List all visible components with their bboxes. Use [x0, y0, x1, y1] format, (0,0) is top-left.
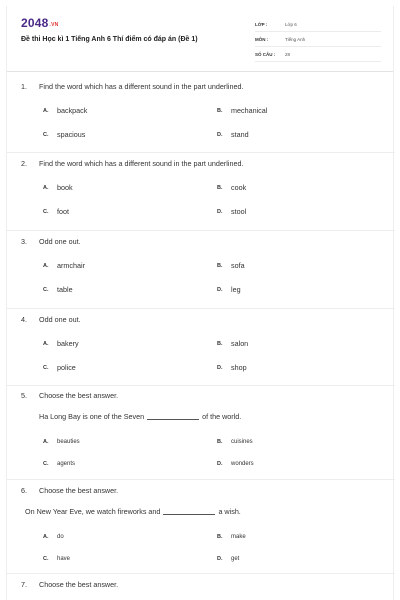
question-number: 5. [21, 390, 27, 400]
option-text: salon [231, 339, 249, 348]
option-letter: C. [43, 131, 49, 138]
option-b[interactable] [217, 439, 253, 445]
option-d[interactable] [217, 461, 254, 467]
option-text: beauties [57, 439, 80, 445]
option-text: sofa [231, 261, 245, 270]
meta-subject-key: MÔN : [255, 36, 269, 42]
meta-subject-row [255, 32, 381, 47]
question-number: 2. [21, 158, 27, 168]
option-text: shop [231, 363, 247, 372]
question-prompt: Choose the best answer. [39, 485, 119, 495]
option-letter: A. [43, 107, 49, 114]
option-a[interactable] [43, 439, 80, 445]
option-letter: D. [217, 461, 223, 467]
option-text: foot [57, 207, 69, 216]
option-letter: C. [43, 461, 49, 467]
meta-subject-value: Tiếng Anh [285, 36, 306, 42]
exam-header [7, 6, 393, 72]
option-c[interactable] [43, 207, 69, 216]
option-text: bakery [57, 339, 79, 348]
option-c[interactable] [43, 130, 85, 139]
question-4 [21, 313, 381, 372]
question-stem [21, 80, 381, 92]
meta-count-value: 28 [285, 51, 291, 57]
option-b[interactable] [217, 339, 248, 348]
option-letter: D. [217, 208, 223, 215]
option-letter: D. [217, 286, 223, 293]
option-text: have [57, 556, 71, 562]
option-text: leg [231, 285, 241, 294]
answer-blank [147, 413, 199, 420]
option-letter: A. [43, 262, 49, 269]
question-prompt: Odd one out. [39, 314, 81, 324]
divider [7, 308, 395, 309]
option-c[interactable] [43, 363, 76, 372]
logo-text: 2048 [21, 16, 49, 30]
option-text: agents [57, 461, 76, 467]
question-stem [21, 389, 381, 401]
logo-domain: .VN [49, 22, 59, 28]
question-prompt: Choose the best answer. [39, 579, 119, 589]
question-sentence [21, 505, 381, 517]
option-d[interactable] [217, 285, 241, 294]
option-letter: A. [43, 534, 49, 540]
option-a[interactable] [43, 534, 64, 540]
question-2 [21, 157, 381, 216]
option-b[interactable] [217, 261, 245, 270]
option-c[interactable] [43, 556, 70, 562]
exam-title: Đề thi Học kì 1 Tiếng Anh 6 Thí điểm có đáp án (Đề 1) [21, 36, 198, 43]
option-letter: C. [43, 208, 49, 215]
option-c[interactable] [43, 285, 73, 294]
option-letter: B. [217, 107, 223, 114]
option-letter: C. [43, 556, 49, 562]
option-b[interactable] [217, 106, 267, 115]
meta-class-key: LỚP : [255, 21, 268, 27]
question-stem [21, 484, 381, 496]
sentence-before: Ha Long Bay is one of the Seven [39, 411, 145, 421]
sentence-after: of the world. [202, 411, 242, 421]
option-a[interactable] [43, 261, 85, 270]
option-letter: B. [217, 439, 223, 445]
question-stem [21, 235, 381, 247]
question-prompt: Find the word which has a different sound in the part underlined. [39, 158, 244, 168]
option-text: stand [231, 130, 249, 139]
option-text: book [57, 183, 73, 192]
option-text: spacious [57, 130, 86, 139]
option-a[interactable] [43, 106, 87, 115]
question-stem [21, 313, 381, 325]
option-letter: B. [217, 534, 223, 540]
option-b[interactable] [217, 183, 246, 192]
option-d[interactable] [217, 363, 247, 372]
option-text: wonders [231, 461, 254, 467]
option-text: armchair [57, 261, 85, 270]
option-text: table [57, 285, 73, 294]
option-b[interactable] [217, 534, 246, 540]
question-prompt: Find the word which has a different sound in the part underlined. [39, 81, 244, 91]
question-stem [21, 578, 381, 590]
meta-count-row [255, 47, 381, 62]
sentence-after: a wish. [218, 506, 241, 516]
option-d[interactable] [217, 556, 239, 562]
divider [7, 385, 395, 386]
question-6 [21, 484, 381, 562]
option-c[interactable] [43, 461, 75, 467]
meta-class-row [255, 17, 381, 32]
exam-meta [255, 17, 381, 62]
question-5 [21, 389, 381, 467]
option-letter: A. [43, 439, 49, 445]
option-text: do [57, 534, 64, 540]
option-letter: B. [217, 262, 223, 269]
option-a[interactable] [43, 339, 79, 348]
question-number: 7. [21, 579, 27, 589]
option-letter: C. [43, 286, 49, 293]
option-text: get [231, 556, 240, 562]
question-number: 6. [21, 485, 27, 495]
divider [7, 152, 395, 153]
meta-count-key: SỐ CÂU : [255, 51, 276, 57]
option-d[interactable] [217, 207, 246, 216]
divider [7, 573, 395, 574]
exam-page [6, 6, 394, 600]
option-d[interactable] [217, 130, 249, 139]
option-letter: C. [43, 364, 49, 371]
question-prompt: Odd one out. [39, 236, 81, 246]
meta-class-value: Lớp 6 [285, 21, 297, 27]
option-text: make [231, 534, 246, 540]
question-prompt: Choose the best answer. [39, 390, 119, 400]
option-a[interactable] [43, 183, 73, 192]
option-letter: D. [217, 556, 223, 562]
question-1 [21, 80, 381, 139]
option-text: stool [231, 207, 247, 216]
question-number: 3. [21, 236, 27, 246]
option-letter: B. [217, 340, 223, 347]
option-text: cook [231, 183, 247, 192]
option-text: cuisines [231, 439, 253, 445]
option-letter: A. [43, 340, 49, 347]
question-sentence [21, 410, 381, 422]
divider [7, 230, 395, 231]
option-text: mechanical [231, 106, 268, 115]
sentence-before: On New Year Eve, we watch fireworks and [25, 506, 161, 516]
answer-blank [163, 508, 215, 515]
option-letter: D. [217, 131, 223, 138]
option-letter: D. [217, 364, 223, 371]
question-number: 4. [21, 314, 27, 324]
question-3 [21, 235, 381, 294]
site-logo[interactable] [21, 16, 58, 30]
option-text: backpack [57, 106, 88, 115]
question-number: 1. [21, 81, 27, 91]
option-letter: B. [217, 184, 223, 191]
question-stem [21, 157, 381, 169]
divider [7, 479, 395, 480]
option-letter: A. [43, 184, 49, 191]
option-text: police [57, 363, 76, 372]
question-7 [21, 578, 381, 590]
